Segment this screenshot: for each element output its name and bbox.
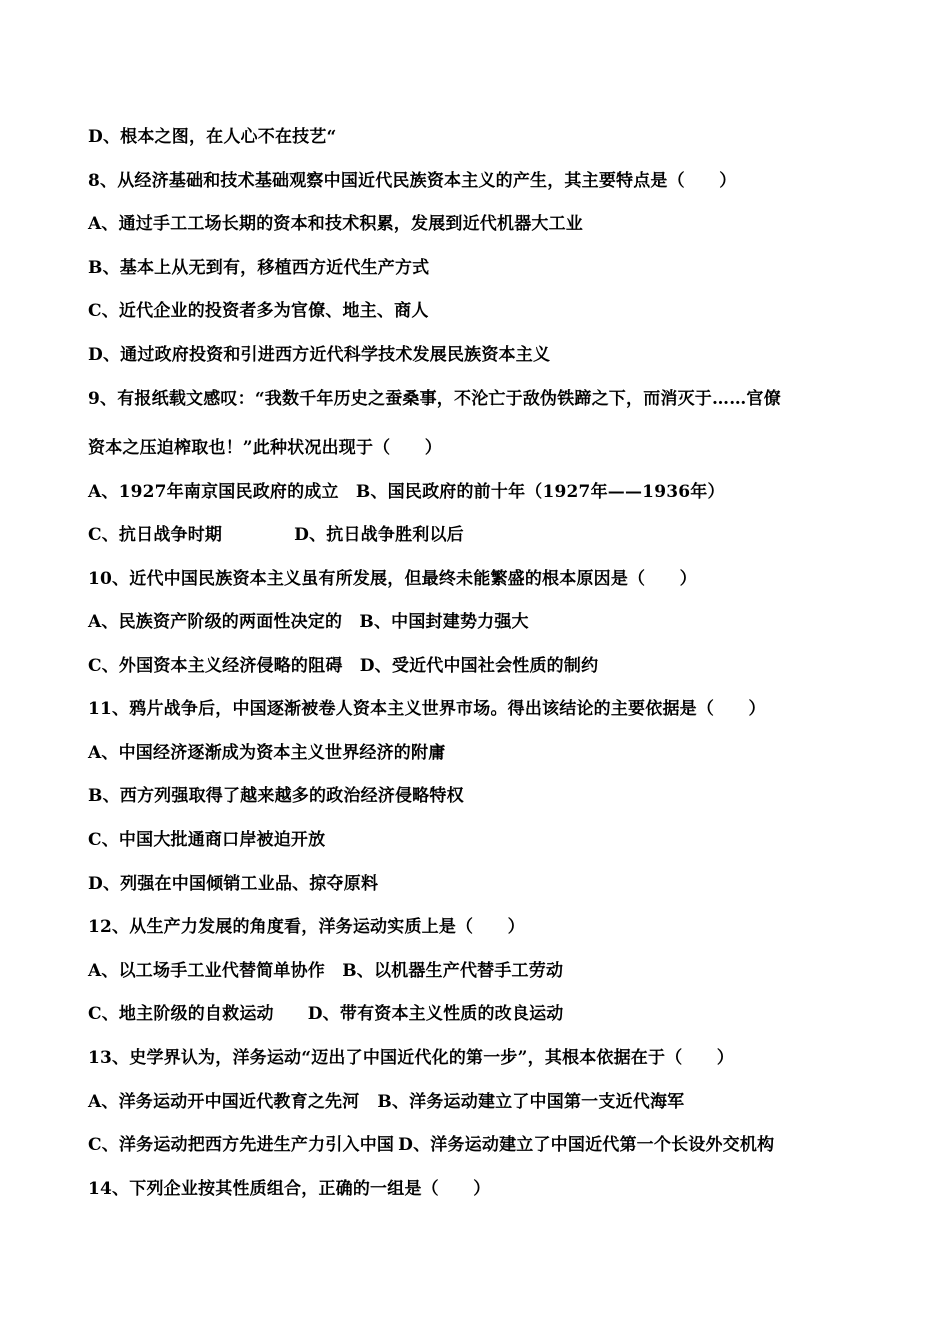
q8-stem: 8、从经济基础和技术基础观察中国近代民族资本主义的产生，其主要特点是（ ）	[88, 171, 737, 191]
q9-options-ab: A、1927年南京国民政府的成立 B、国民政府的前十年（1927年——1936年）	[88, 482, 725, 502]
q12-options-ab: A、以工场手工业代替简单协作 B、以机器生产代替手工劳动	[88, 961, 564, 981]
q9-stem-line2: 资本之压迫榨取也！”此种状况出现于（ ）	[88, 438, 442, 458]
q13-options-cd	[88, 1133, 920, 1157]
q8-option-d: D、通过政府投资和引进西方近代科学技术发展民族资本主义	[88, 345, 551, 365]
q9-option-c: C、抗日战争时期	[88, 525, 223, 545]
q10-stem: 10、近代中国民族资本主义虽有所发展，但最终未能繁盛的根本原因是（ ）	[88, 569, 697, 589]
q9-stem-line1: 9、有报纸载文感叹：“我数千年历史之蚕桑事，不沦亡于敌伪铁蹄之下，而消灭于……官僚	[88, 389, 781, 409]
q13-option-c: C、洋务运动把西方先进生产力引入中国	[88, 1135, 395, 1155]
q9-options-cd	[88, 523, 920, 547]
q13-option-a: A、洋务运动开中国近代教育之先河	[88, 1092, 360, 1112]
q7-option-d: D、根本之图，在人心不在技艺“	[88, 127, 337, 147]
q8-option-c: C、近代企业的投资者多为官僚、地主、商人	[88, 301, 429, 321]
q13-option-d: D、洋务运动建立了中国近代第一个长设外交机构	[398, 1135, 775, 1155]
q11-stem: 11、鸦片战争后，中国逐渐被卷人资本主义世界市场。得出该结论的主要依据是（ ）	[88, 699, 766, 719]
q11-option-b: B、西方列强取得了越来越多的政治经济侵略特权	[88, 786, 464, 806]
q11-option-d: D、列强在中国倾销工业品、掠夺原料	[88, 874, 379, 894]
q8-option-b: B、基本上从无到有，移植西方近代生产方式	[88, 258, 430, 278]
q13-options-ab	[88, 1090, 920, 1114]
q13-stem: 13、史学界认为，洋务运动“迈出了中国近代化的第一步”，其根本依据在于（ ）	[88, 1048, 735, 1068]
q8-option-a: A、通过手工工场长期的资本和技术积累，发展到近代机器大工业	[88, 214, 583, 234]
q13-option-b: B、洋务运动建立了中国第一支近代海军	[377, 1092, 685, 1112]
q12-option-d: D、带有资本主义性质的改良运动	[307, 1004, 564, 1024]
q11-option-c: C、中国大批通商口岸被迫开放	[88, 830, 326, 850]
q10-options-cd: C、外国资本主义经济侵略的阻碍 D、受近代中国社会性质的制约	[88, 656, 599, 676]
q11-option-a: A、中国经济逐渐成为资本主义世界经济的附庸	[88, 743, 446, 763]
q12-option-c: C、地主阶级的自救运动	[88, 1004, 274, 1024]
q12-stem: 12、从生产力发展的角度看，洋务运动实质上是（ ）	[88, 917, 525, 937]
q14-stem: 14、下列企业按其性质组合，正确的一组是（ ）	[88, 1179, 491, 1199]
q9-option-d: D、抗日战争胜利以后	[294, 525, 464, 545]
q10-options-ab: A、民族资产阶级的两面性决定的 B、中国封建势力强大	[88, 612, 529, 632]
q12-options-cd	[88, 1002, 920, 1026]
